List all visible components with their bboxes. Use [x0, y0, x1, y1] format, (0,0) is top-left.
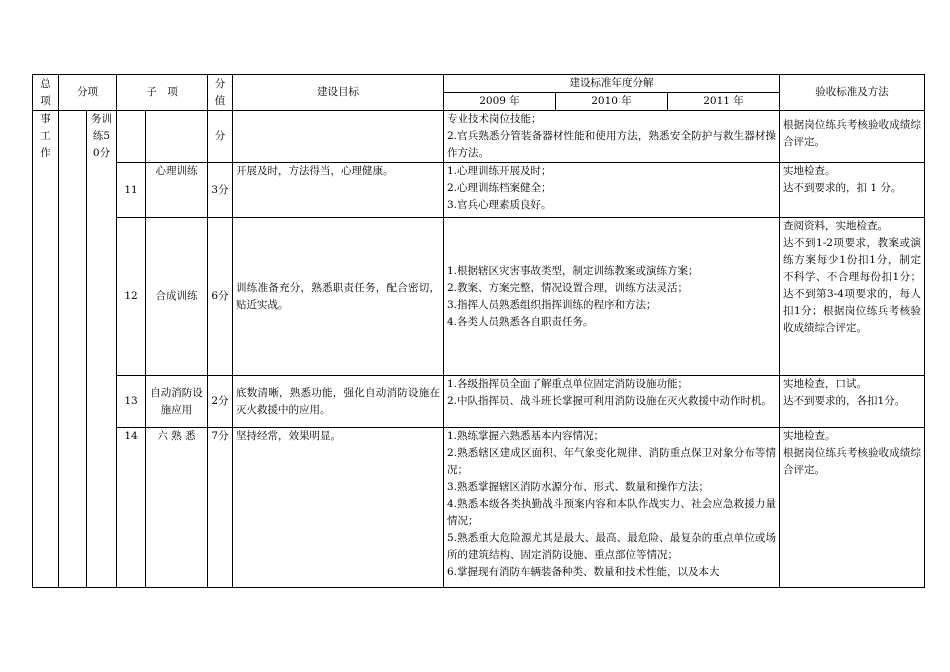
fen-xiang-blank	[59, 111, 87, 588]
row-score: 分	[208, 111, 233, 163]
row-standards	[444, 376, 780, 428]
row-goal: 坚持经常，效果明显。	[233, 428, 444, 588]
standard-line: 6.掌握现有消防车辆装备种类、数量和技术性能，以及本大	[447, 566, 720, 578]
row-check	[780, 428, 925, 588]
standard-line: 3.官兵心理素质良好。	[447, 199, 552, 211]
check-line: 实地检查，口试。	[783, 378, 868, 390]
standard-line: 4.熟悉本级各类执勤战斗预案内容和本队作战实力、社会应急救援力量情况；	[447, 498, 777, 527]
standard-line: 2.官兵熟悉分管装备器材性能和使用方法，熟悉安全防护与救生器材操作方法。	[447, 130, 777, 159]
row-goal: 训练准备充分，熟悉职责任务，配合密切，贴近实战。	[233, 218, 444, 376]
check-line: 达不到要求的，各扣1分。	[783, 395, 906, 407]
header-fen-xiang: 分项	[59, 75, 117, 111]
header-biao-zhun: 建设标准年度分解	[444, 75, 780, 93]
row-check	[780, 111, 925, 163]
row-standards	[444, 163, 780, 218]
row-score: 7分	[208, 428, 233, 588]
check-line: 达不到要求的，扣 1 分。	[783, 182, 902, 194]
row-name: 合成训练	[146, 218, 208, 376]
standard-line: 1.心理训练开展及时；	[447, 165, 552, 177]
row-name: 六 熟 悉	[146, 428, 208, 588]
standard-line: 2.教案、方案完整，情况设置合理，训练方法灵活；	[447, 281, 689, 294]
row-score: 6分	[208, 218, 233, 376]
zong-xiang-cell: 事工作	[33, 111, 59, 588]
row-goal	[233, 111, 444, 163]
check-line: 根据岗位练兵考核验收成绩综合评定。	[783, 119, 922, 148]
standard-line: 3.指挥人员熟悉组织指挥训练的程序和方法；	[447, 298, 657, 311]
standard-line: 5.熟悉重大危险源尤其是最大、最高、最危险、最复杂的重点单位或场所的建筑结构、固定消防设施、重点部位等情况；	[447, 532, 777, 561]
header-year-2010: 2010 年	[556, 93, 668, 111]
header-fen-zhi: 分值	[208, 75, 233, 111]
check-line: 实地检查。	[783, 430, 836, 442]
standard-line: 1.熟练掌握六熟悉基本内容情况；	[447, 430, 605, 442]
row-name: 自动消防设施应用	[146, 376, 208, 428]
assessment-table	[32, 74, 925, 588]
row-standards	[444, 111, 780, 163]
row-goal: 底数清晰，熟悉功能，强化自动消防设施在灭火救援中的应用。	[233, 376, 444, 428]
header-yan-shou: 验收标准及方法	[780, 75, 925, 111]
check-line: 实地检查。	[783, 165, 836, 177]
row-number: 11	[117, 163, 146, 218]
standard-line: 1.各级指挥员全面了解重点单位固定消防设施功能；	[447, 378, 689, 390]
check-line: 查阅资料，实地检查。	[783, 220, 889, 232]
row-check	[780, 218, 925, 376]
row-standards	[444, 218, 780, 376]
header-year-2011: 2011 年	[668, 93, 780, 111]
standard-line: 2.熟悉辖区建成区面积、年气象变化规律、消防重点保卫对象分布等情况；	[447, 447, 777, 476]
standard-line: 2.心理训练档案健全；	[447, 182, 552, 194]
row-score: 2分	[208, 376, 233, 428]
check-line: 达不到1-2项要求，教案或演练方案每少1份扣1分，制定不科学、不合理每份扣1分；达不到第3-4项要求的，每人扣1分；根据岗位练兵考核验收成绩综合评定。	[783, 237, 922, 334]
header-zi-xiang: 子 项	[117, 75, 208, 111]
row-number: 13	[117, 376, 146, 428]
row-goal: 开展及时，方法得当，心理健康。	[233, 163, 444, 218]
row-check	[780, 376, 925, 428]
check-line: 根据岗位练兵考核验收成绩综合评定。	[783, 447, 922, 476]
row-number: 12	[117, 218, 146, 376]
row-standards	[444, 428, 780, 588]
standard-line: 3.熟悉掌握辖区消防水源分布、形式、数量和操作方法；	[447, 481, 710, 493]
standard-line: 2.中队指挥员、战斗班长掌握可利用消防设施在灭火救援中动作时机。	[447, 395, 773, 407]
row-check	[780, 163, 925, 218]
row-score: 3分	[208, 163, 233, 218]
standard-line: 4.各类人员熟悉各自职责任务。	[447, 315, 594, 328]
header-zong-xiang: 总项	[33, 75, 59, 111]
header-jian-she-mu-biao: 建设目标	[233, 75, 444, 111]
header-year-2009: 2009 年	[444, 93, 556, 111]
standard-line: 专业技术岗位技能；	[447, 113, 542, 125]
row-number	[117, 111, 146, 163]
row-number: 14	[117, 428, 146, 588]
row-name: 心理训练	[146, 163, 208, 218]
standard-line: 1.根据辖区灾害事故类型，制定训练教案或演练方案；	[447, 264, 699, 277]
fen-xiang-cell: 务训练50分	[87, 111, 117, 588]
row-name	[146, 111, 208, 163]
